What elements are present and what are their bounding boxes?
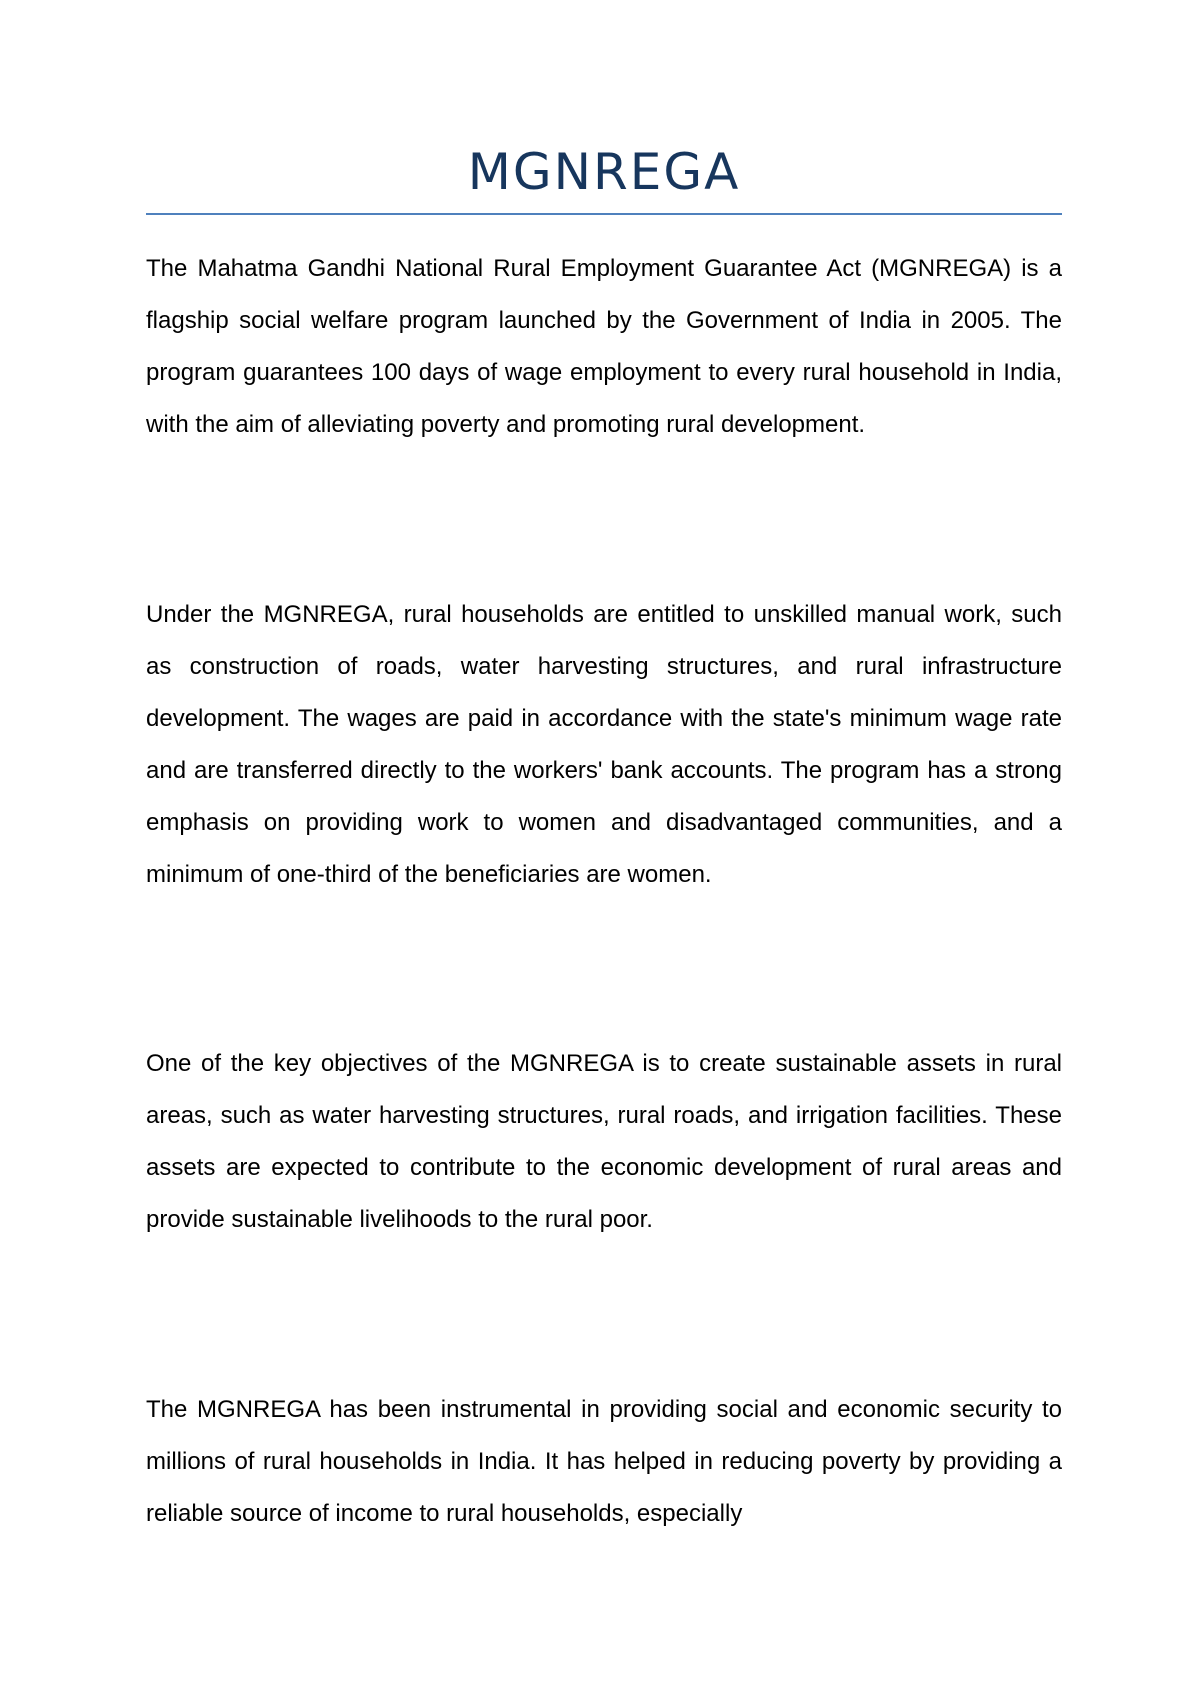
paragraph-impact: The MGNREGA has been instrumental in providing social and economic security to millions of rural households in India. It has helped in reducing poverty by providing a reliable source of income to rural households, especially bbox=[146, 1396, 1062, 1527]
document-title: MGNREGA bbox=[467, 143, 741, 201]
paragraph-objectives: One of the key objectives of the MGNREGA is to create sustainable assets in rural areas, such as water harvesting structures, rural roads, and irrigation facilities. These assets are expected to contribute to the economic development of rural areas and provide sustainable livelihoods to the rural poor. bbox=[146, 1050, 1062, 1233]
paragraph-introduction: The Mahatma Gandhi National Rural Employment Guarantee Act (MGNREGA) is a flagship social welfare program launched by the Government of India in 2005. The program guarantees 100 days of wage employment to every rural household in India, with the aim of alleviating poverty and promoting rural development. bbox=[146, 255, 1062, 438]
paragraph-entitlements: Under the MGNREGA, rural households are entitled to unskilled manual work, such as construction of roads, water harvesting structures, and rural infrastructure development. The wages are paid in accordance with the state's minimum wage rate and are transferred directly to the workers' bank accounts. The program has a strong emphasis on providing work to women and disadvantaged communities, and a minimum of one-third of the beneficiaries are women. bbox=[146, 601, 1062, 888]
title-underline-divider bbox=[146, 213, 1062, 215]
